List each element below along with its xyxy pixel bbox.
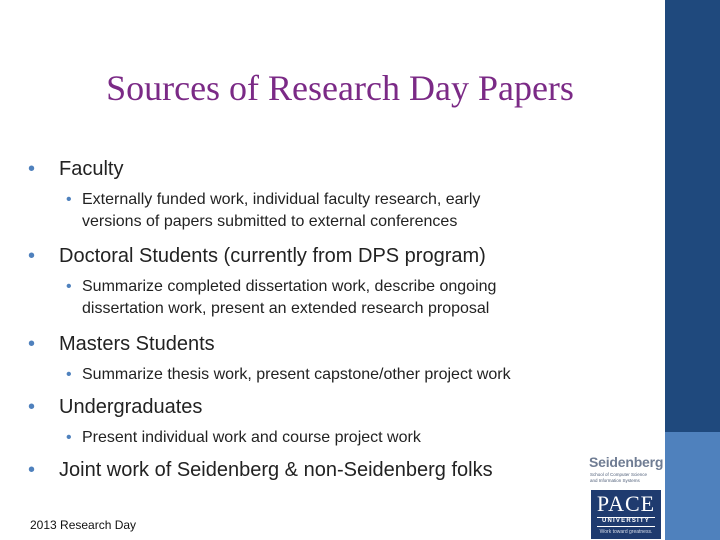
logo-school-name: Seidenberg — [589, 454, 664, 470]
sub-bullet-line: Summarize thesis work, present capstone/other project work — [82, 366, 511, 383]
bullet-icon: • — [28, 333, 36, 355]
bullet-icon: • — [28, 245, 36, 267]
bullet-text: Faculty — [59, 158, 124, 180]
bullet-item — [28, 458, 493, 482]
sub-bullet-item — [66, 189, 480, 233]
pace-university-mark — [591, 490, 661, 539]
decorative-sidebar — [665, 0, 720, 540]
sidebar-bottom-band — [665, 432, 720, 540]
sub-bullet-line: dissertation work, present an extended research proposal — [82, 300, 490, 317]
sub-bullet-item — [66, 364, 511, 386]
sub-bullet-item — [66, 427, 421, 449]
sidebar-top-band — [665, 0, 720, 432]
logo-subtitle-line: School of Computer Science — [590, 472, 648, 477]
slide-title: Sources of Research Day Papers — [106, 68, 574, 108]
bullet-icon: • — [66, 366, 72, 383]
bullet-item — [28, 157, 123, 181]
bullet-text: Undergraduates — [59, 396, 203, 418]
bullet-icon: • — [28, 396, 36, 418]
pace-seidenberg-logo — [587, 452, 667, 540]
bullet-item — [28, 395, 202, 419]
bullet-item — [28, 244, 486, 268]
sub-bullet-line: Summarize completed dissertation work, describe ongoing — [82, 278, 497, 295]
bullet-icon: • — [28, 459, 36, 481]
bullet-text: Joint work of Seidenberg & non-Seidenberg folks — [59, 459, 493, 481]
logo-rule — [597, 526, 655, 527]
sub-bullet-line: Externally funded work, individual faculty research, early — [82, 191, 481, 208]
sub-bullet-item — [66, 276, 496, 320]
logo-tagline: Work toward greatness. — [599, 529, 653, 535]
logo-university-name: PACE — [596, 491, 656, 516]
bullet-icon: • — [66, 278, 72, 295]
bullet-text: Doctoral Students (currently from DPS program) — [59, 245, 486, 267]
bullet-text: Masters Students — [59, 333, 215, 355]
sub-bullet-line: versions of papers submitted to external conferences — [82, 213, 458, 230]
sub-bullet-line: Present individual work and course project work — [82, 429, 421, 446]
bullet-item — [28, 332, 215, 356]
logo-school-subtitle — [590, 472, 664, 483]
bullet-icon: • — [66, 429, 72, 446]
slide-footer: 2013 Research Day — [30, 518, 137, 532]
logo-university-word: UNIVERSITY — [601, 518, 650, 524]
bullet-icon: • — [28, 158, 36, 180]
logo-subtitle-line: and Information Systems — [590, 477, 640, 483]
bullet-icon: • — [66, 191, 72, 208]
